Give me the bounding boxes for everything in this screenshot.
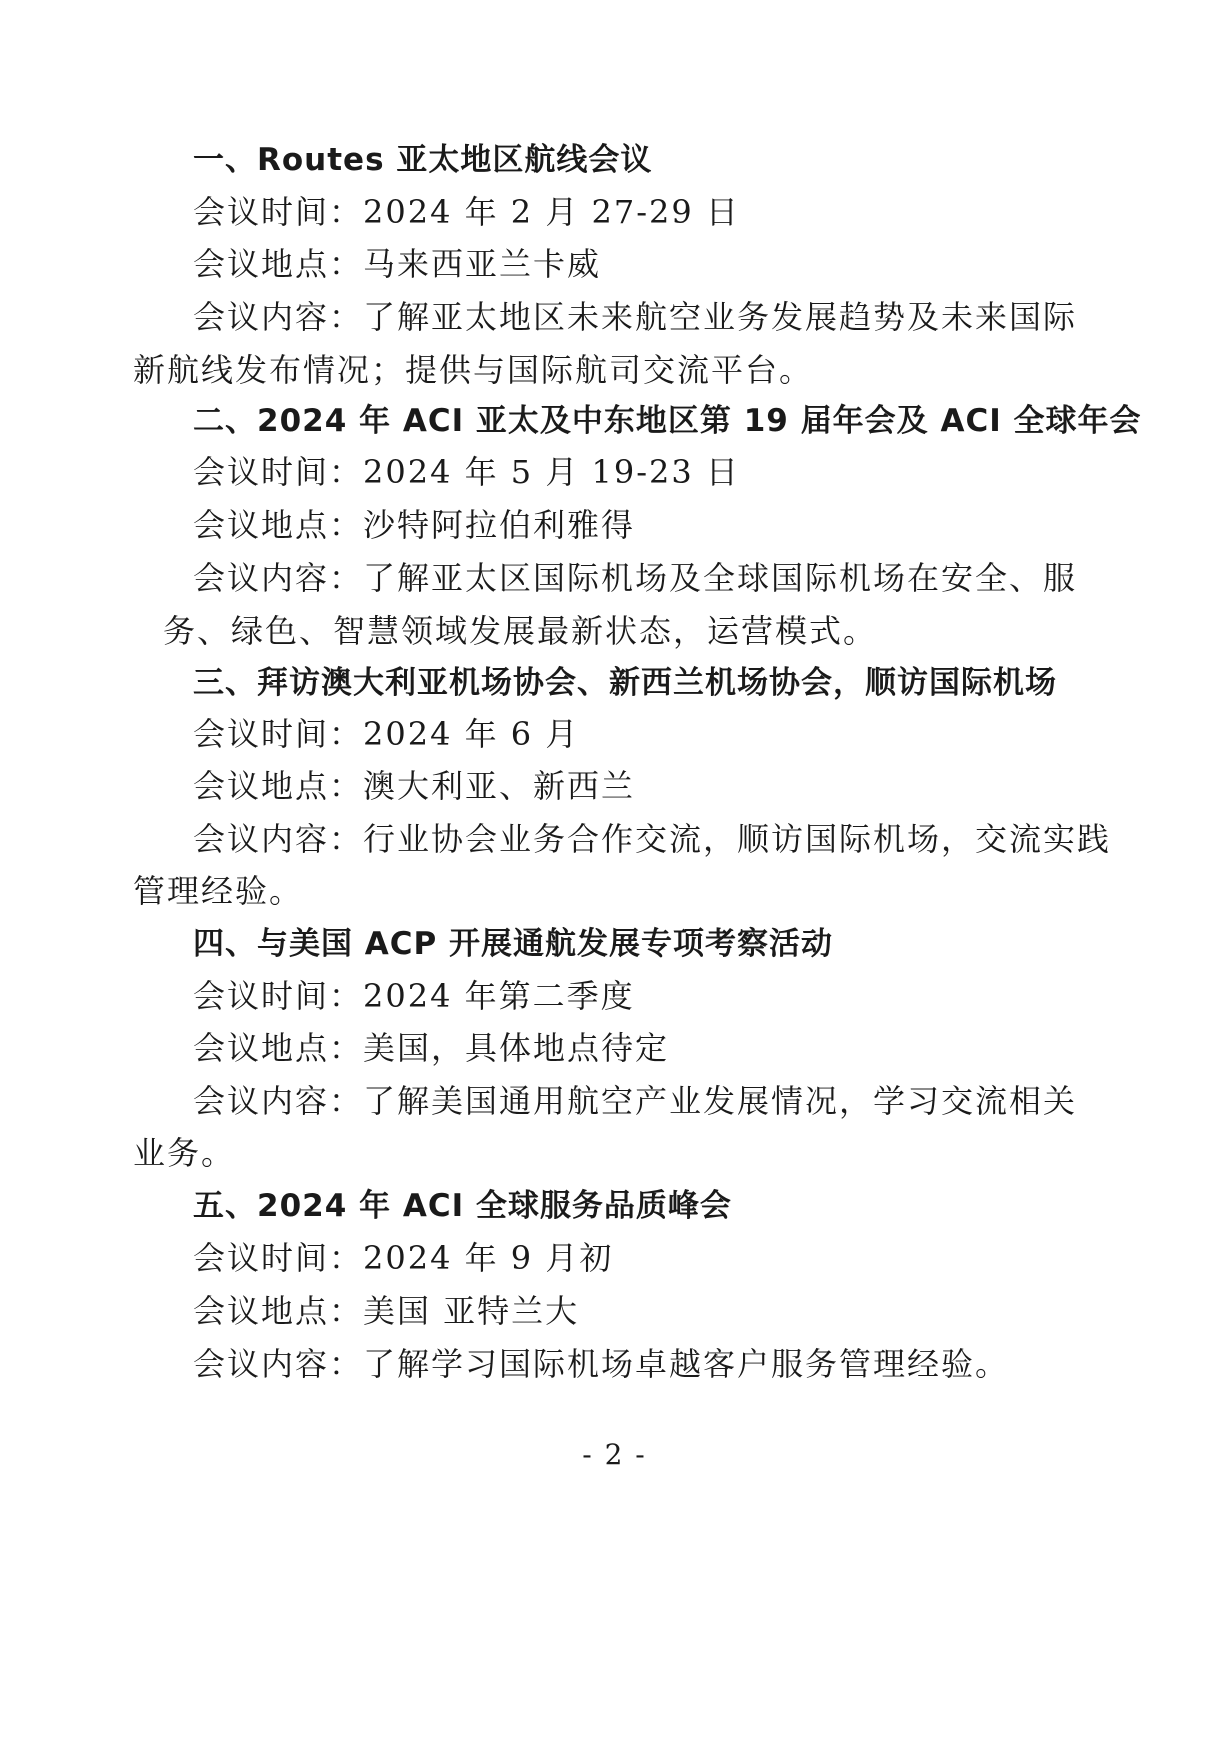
section-3-time: 会议时间：2024 年 6 月	[193, 715, 580, 753]
section-4-time: 会议时间：2024 年第二季度	[193, 977, 635, 1015]
section-4-content-cont: 业务。	[133, 1134, 236, 1172]
section-5-location: 会议地点：美国 亚特兰大	[193, 1292, 580, 1330]
section-3-location: 会议地点：澳大利亚、新西兰	[193, 767, 636, 805]
section-5-title: 五、2024 年 ACI 全球服务品质峰会	[193, 1188, 732, 1224]
section-3-content: 会议内容：行业协会业务合作交流，顺访国际机场，交流实践	[193, 820, 1112, 858]
section-3-content-cont: 管理经验。	[133, 872, 304, 910]
section-1-content: 会议内容：了解亚太地区未来航空业务发展趋势及未来国际	[193, 298, 1078, 336]
section-1-title: 一、Routes 亚太地区航线会议	[193, 142, 653, 178]
section-2-title: 二、2024 年 ACI 亚太及中东地区第 19 届年会及 ACI 全球年会	[193, 403, 1142, 439]
section-4-content: 会议内容：了解美国通用航空产业发展情况，学习交流相关	[193, 1082, 1078, 1120]
section-2-content: 会议内容：了解亚太区国际机场及全球国际机场在安全、服	[193, 559, 1078, 597]
section-4-location: 会议地点：美国，具体地点待定	[193, 1029, 670, 1067]
section-3-title: 三、拜访澳大利亚机场协会、新西兰机场协会，顺访国际机场	[193, 665, 1057, 701]
section-5-content: 会议内容：了解学习国际机场卓越客户服务管理经验。	[193, 1345, 1010, 1383]
section-2-location: 会议地点：沙特阿拉伯利雅得	[193, 506, 636, 544]
section-2-time: 会议时间：2024 年 5 月 19-23 日	[193, 453, 740, 491]
section-1-content-cont: 新航线发布情况；提供与国际航司交流平台。	[133, 351, 814, 389]
section-2-content-cont: 务、绿色、智慧领域发展最新状态，运营模式。	[163, 612, 878, 650]
section-4-title: 四、与美国 ACP 开展通航发展专项考察活动	[193, 926, 834, 962]
section-5-time: 会议时间：2024 年 9 月初	[193, 1239, 614, 1277]
section-1-location: 会议地点：马来西亚兰卡威	[193, 245, 602, 283]
section-1-time: 会议时间：2024 年 2 月 27-29 日	[193, 193, 740, 231]
page-number: - 2 -	[582, 1438, 647, 1471]
